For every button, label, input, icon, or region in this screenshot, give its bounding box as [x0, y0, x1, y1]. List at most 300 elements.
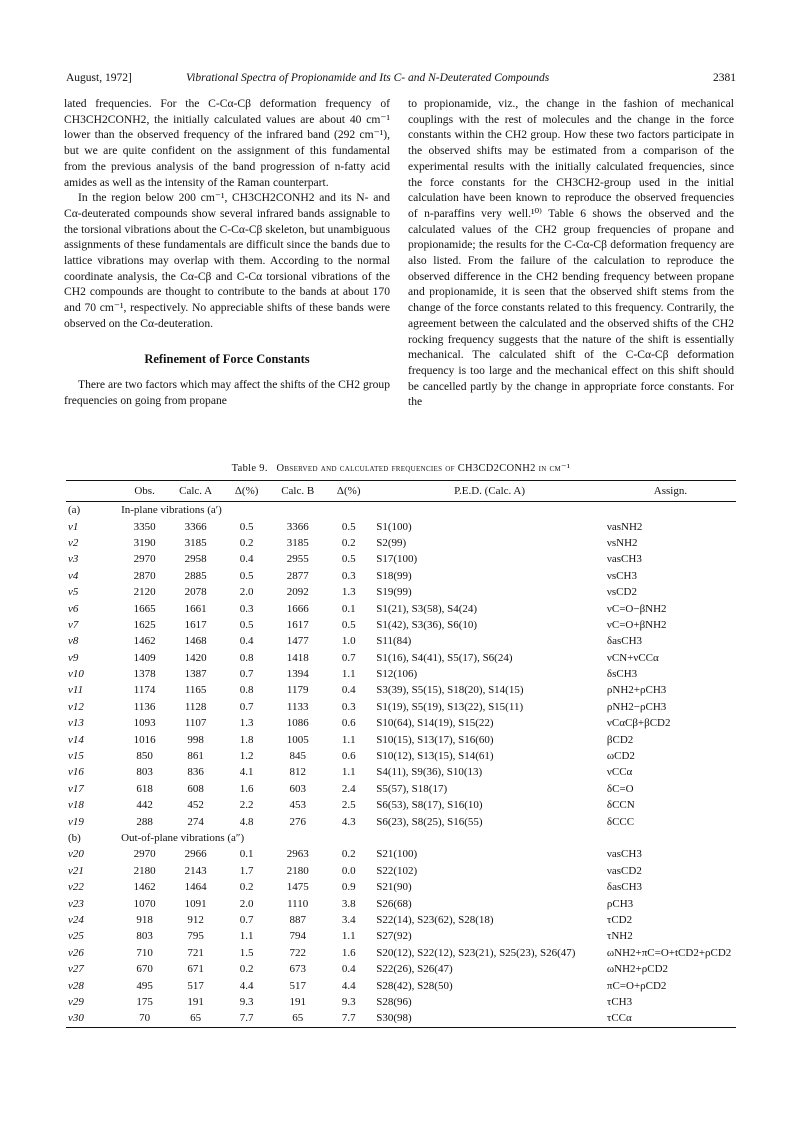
calc-b-value: 276	[289, 815, 306, 828]
assignment: νCN+νCCα	[606, 651, 659, 664]
table-row	[66, 764, 736, 780]
mode-symbol: ν23	[68, 897, 84, 910]
assignment: ωNH2+πC=O+tCD2+ρCD2	[606, 946, 732, 959]
calc-b-value: 2180	[286, 864, 309, 877]
assignment: δCCC	[606, 815, 635, 828]
calc-a-value: 1617	[184, 618, 207, 631]
assignment: τNH2	[606, 930, 633, 943]
delta-a-value: 0.4	[239, 635, 254, 648]
calc-b-value: 2877	[286, 569, 309, 582]
table-row	[66, 961, 736, 977]
obs-value: 3350	[133, 520, 156, 533]
calc-b-value: 1394	[286, 668, 309, 681]
assignment: δasCH3	[606, 881, 643, 894]
calc-b-value: 1475	[286, 881, 309, 894]
ped-value: S28(42), S28(50)	[376, 979, 453, 992]
delta-b-value: 4.4	[341, 979, 356, 992]
mode-symbol: ν4	[68, 569, 79, 582]
calc-a-value: 2143	[184, 864, 207, 877]
obs-value: 918	[136, 913, 153, 926]
ped-value: S19(99)	[376, 586, 412, 599]
calc-a-value: 861	[187, 750, 204, 763]
delta-b-value: 0.9	[341, 881, 356, 894]
delta-a-value: 0.2	[239, 536, 254, 549]
calc-b-value: 812	[289, 766, 306, 779]
mode-symbol: ν26	[68, 946, 84, 959]
assignment: βCD2	[606, 733, 634, 746]
delta-a-value: 7.7	[239, 1012, 254, 1025]
section-label: (b)	[68, 832, 81, 844]
calc-b-value: 673	[289, 963, 306, 976]
calc-b-value: 3185	[286, 536, 309, 549]
ped-value: S21(100)	[376, 848, 418, 861]
calc-a-value: 1420	[184, 651, 207, 664]
calc-a-value: 1387	[184, 668, 207, 681]
table-row	[66, 633, 736, 649]
delta-a-value: 0.2	[239, 881, 254, 894]
delta-a-value: 0.7	[239, 668, 254, 681]
mode-symbol: ν17	[68, 782, 84, 795]
header-title: Vibrational Spectra of Propionamide and Its C- and N-Deuterated Compounds	[186, 72, 550, 84]
assignment: νasCD2	[606, 864, 642, 877]
ped-value: S6(23), S8(25), S16(55)	[376, 815, 483, 828]
section-heading: Refinement of Force Constants	[144, 351, 310, 366]
calc-a-value: 1661	[184, 602, 207, 615]
calc-a-value: 2966	[184, 848, 207, 861]
header-cell: P.E.D. (Calc. A)	[454, 485, 526, 497]
header-cell: Δ(%)	[336, 485, 361, 497]
mode-symbol: ν19	[68, 815, 84, 828]
delta-a-value: 0.1	[239, 848, 254, 861]
table-row	[66, 682, 736, 698]
delta-b-value: 0.2	[341, 848, 356, 861]
mode-symbol: ν6	[68, 602, 79, 615]
ped-value: S12(106)	[376, 668, 418, 681]
mode-symbol: ν11	[68, 684, 84, 697]
ped-value: S6(53), S8(17), S16(10)	[376, 799, 483, 812]
delta-a-value: 0.5	[239, 569, 254, 582]
mode-symbol: ν10	[68, 668, 84, 681]
header-date: August, 1972]	[66, 72, 132, 84]
table-row	[66, 1010, 736, 1027]
assignment: τCCα	[606, 1012, 632, 1025]
assignment: ρCH3	[606, 897, 634, 910]
ped-value: S27(92)	[376, 930, 412, 943]
delta-b-value: 3.4	[341, 913, 356, 926]
calc-b-value: 1133	[286, 700, 309, 713]
delta-b-value: 9.3	[341, 995, 356, 1008]
ped-value: S10(12), S13(15), S14(61)	[376, 750, 494, 763]
table-row	[66, 568, 736, 584]
calc-b-value: 517	[289, 979, 306, 992]
mode-symbol: ν27	[68, 963, 84, 976]
right-paragraph-1: to propionamide, viz., the change in the fashion of mechanical couplings with the rest of molecules and the change in the force constants within the CH2 group. How these two factors participate in the observed shifts may be estimated from a comparison of the experimental results with the initially calculated frequencies, since the force constants for the CH3CH2-group used in the initial calculation have been known to reproduce the observed frequencies of n-paraffins very well.¹⁰⁾ Table 6 shows the observed and the calculated values of the CH2 group frequencies of propane and propionamide; the results for the C-Cα-Cβ deformation frequency are also listed. From the failure of the calculation to reproduce the observed difference in the CH2 bending frequency between propane and propionamide, it is seen that the observed shift stems from the change of the force constants related to this frequency. Contrarily, the agreement between the calculated and the observed shifts of the CH2 rocking frequency suggests that the nature of the shift is essentially mechanical. The calculated shift of the C-Cα-Cβ deformation frequency is too large and the mechanical effect on this shift should be cancelled partly by the change in appropriate force constants. For the	[408, 97, 734, 409]
obs-value: 1665	[133, 602, 156, 615]
ped-value: S26(68)	[376, 897, 412, 910]
assignment: νasCH3	[606, 848, 642, 861]
calc-b-value: 1617	[286, 618, 309, 631]
ped-value: S2(99)	[376, 536, 407, 549]
delta-b-value: 0.0	[341, 864, 356, 877]
table-row	[66, 600, 736, 616]
obs-value: 803	[136, 930, 153, 943]
table-caption-text: Observed and calculated frequencies of CH3CD2CONH2 in cm⁻¹	[276, 463, 571, 474]
table-row	[66, 945, 736, 961]
table-row	[66, 731, 736, 747]
obs-value: 1093	[133, 717, 156, 730]
mode-symbol: ν29	[68, 995, 84, 1008]
table-row	[66, 879, 736, 895]
mode-symbol: ν25	[68, 930, 84, 943]
obs-value: 2970	[133, 848, 156, 861]
table-row	[66, 650, 736, 666]
mode-symbol: ν22	[68, 881, 84, 894]
calc-a-value: 2078	[184, 586, 207, 599]
obs-value: 70	[139, 1012, 151, 1025]
running-header	[66, 72, 736, 88]
delta-a-value: 0.3	[239, 602, 254, 615]
calc-a-value: 1468	[184, 635, 207, 648]
delta-a-value: 0.5	[239, 618, 254, 631]
delta-a-value: 1.2	[239, 750, 254, 763]
assignment: νC=O+βNH2	[606, 618, 667, 631]
mode-symbol: ν28	[68, 979, 84, 992]
mode-symbol: ν18	[68, 799, 84, 812]
obs-value: 1136	[133, 700, 156, 713]
table-row	[66, 781, 736, 797]
assignment: νCαCβ+βCD2	[606, 717, 671, 730]
delta-b-value: 0.1	[341, 602, 356, 615]
assignment: νsCH3	[606, 569, 637, 582]
calc-a-value: 3366	[184, 520, 207, 533]
delta-b-value: 0.4	[341, 963, 356, 976]
obs-value: 2870	[133, 569, 156, 582]
delta-b-value: 0.6	[341, 717, 356, 730]
mode-symbol: ν3	[68, 553, 79, 566]
delta-b-value: 1.0	[341, 635, 356, 648]
delta-a-value: 4.4	[239, 979, 254, 992]
calc-a-value: 3185	[184, 536, 207, 549]
mode-symbol: ν21	[68, 864, 84, 877]
mode-symbol: ν12	[68, 700, 84, 713]
assignment: νsCD2	[606, 586, 637, 599]
ped-value: S5(57), S18(17)	[376, 782, 448, 795]
calc-b-value: 1179	[286, 684, 309, 697]
obs-value: 1070	[133, 897, 156, 910]
table-row	[66, 797, 736, 813]
calc-a-value: 1128	[184, 700, 207, 713]
table-caption	[66, 462, 736, 474]
section-label: (a)	[68, 504, 81, 517]
table-row	[66, 551, 736, 567]
table-row	[66, 535, 736, 551]
section-title: In-plane vibrations (a′)	[121, 504, 222, 517]
right-column	[408, 96, 734, 410]
assignment: ρNH2−ρCH3	[606, 700, 667, 713]
delta-a-value: 0.8	[239, 651, 254, 664]
mode-symbol: ν13	[68, 717, 84, 730]
delta-a-value: 1.6	[239, 782, 254, 795]
ped-value: S30(98)	[376, 1012, 412, 1025]
obs-value: 2180	[133, 864, 156, 877]
obs-value: 710	[136, 946, 153, 959]
mode-symbol: ν1	[68, 520, 79, 533]
ped-value: S11(84)	[376, 635, 412, 648]
obs-value: 495	[136, 979, 153, 992]
delta-b-value: 0.3	[341, 569, 356, 582]
calc-a-value: 452	[187, 799, 204, 812]
calc-b-value: 887	[289, 913, 306, 926]
calc-a-value: 1091	[184, 897, 207, 910]
calc-a-value: 912	[187, 913, 204, 926]
delta-a-value: 1.1	[239, 930, 254, 943]
calc-b-value: 2963	[286, 848, 309, 861]
delta-a-value: 0.2	[239, 963, 254, 976]
delta-a-value: 0.5	[239, 520, 254, 533]
delta-a-value: 1.5	[239, 946, 254, 959]
table-row	[66, 813, 736, 829]
delta-b-value: 0.2	[341, 536, 356, 549]
delta-b-value: 1.1	[341, 668, 356, 681]
header-cell: Δ(%)	[234, 485, 259, 497]
ped-value: S22(26), S26(47)	[376, 963, 453, 976]
section-row	[66, 830, 736, 846]
ped-value: S17(100)	[376, 553, 418, 566]
calc-a-value: 274	[187, 815, 204, 828]
calc-b-value: 1418	[286, 651, 309, 664]
calc-a-value: 1107	[184, 717, 207, 730]
calc-a-value: 1165	[184, 684, 207, 697]
calc-b-value: 1110	[287, 897, 309, 910]
ped-value: S10(15), S13(17), S16(60)	[376, 733, 494, 746]
ped-value: S22(14), S23(62), S28(18)	[376, 913, 494, 926]
ped-value: S1(21), S3(58), S4(24)	[376, 602, 478, 615]
ped-value: S28(96)	[376, 995, 412, 1008]
delta-a-value: 4.8	[239, 815, 254, 828]
table-header-row	[66, 481, 736, 502]
delta-b-value: 0.3	[341, 700, 356, 713]
assignment: τCD2	[606, 913, 633, 926]
obs-value: 288	[136, 815, 153, 828]
table-row	[66, 977, 736, 993]
ped-value: S1(19), S5(19), S13(22), S15(11)	[376, 700, 524, 713]
calc-b-value: 1005	[286, 733, 309, 746]
delta-b-value: 0.6	[341, 750, 356, 763]
mode-symbol: ν2	[68, 536, 79, 549]
obs-value: 1016	[133, 733, 156, 746]
delta-b-value: 1.1	[341, 766, 356, 779]
mode-symbol: ν20	[68, 848, 84, 861]
table-row	[66, 666, 736, 682]
ped-value: S3(39), S5(15), S18(20), S14(15)	[376, 684, 524, 697]
assignment: δasCH3	[606, 635, 643, 648]
obs-value: 1462	[133, 635, 156, 648]
header-cell: Calc. A	[179, 485, 213, 497]
table-body	[66, 502, 736, 1028]
obs-value: 670	[136, 963, 153, 976]
assignment: νsNH2	[606, 536, 638, 549]
ped-value: S18(99)	[376, 569, 412, 582]
calc-a-value: 836	[187, 766, 204, 779]
assignment: τCH3	[606, 995, 633, 1008]
left-paragraph-2: In the region below 200 cm⁻¹, CH3CH2CONH2 and its N- and Cα-deuterated compounds show several infrared bands assignable to the torsional vibrations about the C-Cα-Cβ skeleton, but unambiguous assignments of these fundamentals are difficult since the bands due to lattice vibrations may overlap with them. According to the normal coordinate analysis, the Cα-Cβ and C-Cα torsional vibrations of the CH2 compounds are thought to contribute to the bands at about 170 and 70 cm⁻¹, respectively. No appreciable shifts of these bands were observed on the Cα-deuteration.	[64, 191, 390, 330]
calc-a-value: 65	[190, 1012, 202, 1025]
delta-a-value: 0.4	[239, 553, 254, 566]
mode-symbol: ν16	[68, 766, 84, 779]
obs-value: 175	[136, 995, 153, 1008]
calc-b-value: 3366	[286, 520, 309, 533]
delta-a-value: 2.0	[239, 897, 254, 910]
table-row	[66, 699, 736, 715]
calc-b-value: 65	[292, 1012, 304, 1025]
obs-value: 442	[136, 799, 153, 812]
assignment: πC=O+ρCD2	[606, 979, 667, 992]
calc-a-value: 2958	[184, 553, 207, 566]
delta-a-value: 1.8	[239, 733, 254, 746]
table-row	[66, 912, 736, 928]
calc-a-value: 191	[187, 995, 204, 1008]
delta-a-value: 2.0	[239, 586, 254, 599]
ped-value: S20(12), S22(12), S23(21), S25(23), S26(47)	[376, 946, 576, 959]
mode-symbol: ν24	[68, 913, 84, 926]
calc-a-value: 2885	[184, 569, 207, 582]
obs-value: 1174	[133, 684, 156, 697]
left-column	[64, 96, 390, 409]
table-row	[66, 617, 736, 633]
header-cell: Calc. B	[281, 485, 315, 497]
calc-a-value: 795	[187, 930, 204, 943]
table-caption-label: Table 9.	[231, 463, 268, 474]
assignment: νasNH2	[606, 520, 643, 533]
obs-value: 3190	[133, 536, 156, 549]
obs-value: 1378	[133, 668, 156, 681]
header-cell: Obs.	[134, 485, 155, 497]
assignment: ωCD2	[606, 750, 635, 763]
assignment: νasCH3	[606, 553, 642, 566]
obs-value: 2120	[133, 586, 156, 599]
delta-b-value: 0.5	[341, 618, 356, 631]
calc-b-value: 1666	[286, 602, 309, 615]
assignment: δC=O	[606, 782, 634, 795]
obs-value: 2970	[133, 553, 156, 566]
table-row	[66, 584, 736, 600]
ped-value: S1(16), S4(41), S5(17), S6(24)	[376, 651, 513, 664]
delta-b-value: 1.6	[341, 946, 356, 959]
calc-a-value: 721	[187, 946, 204, 959]
obs-value: 850	[136, 750, 153, 763]
ped-value: S21(90)	[376, 881, 412, 894]
assignment: ρNH2+ρCH3	[606, 684, 667, 697]
table-row	[66, 863, 736, 879]
delta-b-value: 0.5	[341, 520, 356, 533]
section-row	[66, 502, 736, 519]
delta-a-value: 1.3	[239, 717, 254, 730]
calc-b-value: 453	[289, 799, 306, 812]
calc-b-value: 1477	[286, 635, 309, 648]
header-cell: Assign.	[653, 485, 688, 497]
ped-value: S1(100)	[376, 520, 412, 533]
calc-b-value: 2955	[286, 553, 309, 566]
ped-value: S10(64), S14(19), S15(22)	[376, 717, 494, 730]
header-cell	[66, 481, 119, 502]
delta-a-value: 0.7	[239, 913, 254, 926]
obs-value: 803	[136, 766, 153, 779]
assignment: νC=O−βNH2	[606, 602, 667, 615]
delta-a-value: 0.8	[239, 684, 254, 697]
obs-value: 618	[136, 782, 153, 795]
obs-value: 1625	[133, 618, 156, 631]
assignment: δCCN	[606, 799, 635, 812]
frequency-table	[66, 480, 736, 1028]
mode-symbol: ν14	[68, 733, 84, 746]
delta-b-value: 0.5	[341, 553, 356, 566]
section-title: Out-of-plane vibrations (a″)	[121, 832, 245, 844]
delta-b-value: 0.4	[341, 684, 356, 697]
mode-symbol: ν5	[68, 586, 79, 599]
delta-a-value: 1.7	[239, 864, 254, 877]
calc-a-value: 671	[187, 963, 204, 976]
delta-b-value: 1.1	[341, 930, 356, 943]
calc-a-value: 517	[187, 979, 204, 992]
calc-b-value: 603	[289, 782, 306, 795]
delta-b-value: 3.8	[341, 897, 356, 910]
delta-a-value: 4.1	[239, 766, 254, 779]
delta-a-value: 9.3	[239, 995, 254, 1008]
table-row	[66, 994, 736, 1010]
assignment: νCCα	[606, 766, 633, 779]
calc-b-value: 722	[289, 946, 306, 959]
delta-b-value: 2.4	[341, 782, 356, 795]
delta-a-value: 2.2	[239, 799, 254, 812]
delta-b-value: 2.5	[341, 799, 356, 812]
delta-b-value: 1.1	[341, 733, 356, 746]
assignment: δsCH3	[606, 668, 638, 681]
calc-b-value: 1086	[286, 717, 309, 730]
ped-value: S22(102)	[376, 864, 418, 877]
delta-b-value: 4.3	[341, 815, 356, 828]
mode-symbol: ν9	[68, 651, 79, 664]
mode-symbol: ν8	[68, 635, 79, 648]
mode-symbol: ν7	[68, 618, 79, 631]
calc-b-value: 794	[289, 930, 306, 943]
delta-a-value: 0.7	[239, 700, 254, 713]
table-row	[66, 518, 736, 534]
table-row	[66, 846, 736, 862]
table-row	[66, 895, 736, 911]
mode-symbol: ν30	[68, 1012, 84, 1025]
calc-a-value: 998	[187, 733, 204, 746]
assignment: ωNH2+ρCD2	[606, 963, 669, 976]
delta-b-value: 7.7	[341, 1012, 356, 1025]
calc-a-value: 1464	[184, 881, 207, 894]
mode-symbol: ν15	[68, 750, 84, 763]
calc-b-value: 845	[289, 750, 306, 763]
table-row	[66, 748, 736, 764]
page-number: 2381	[713, 72, 736, 84]
calc-a-value: 608	[187, 782, 204, 795]
table-row	[66, 928, 736, 944]
delta-b-value: 0.7	[341, 651, 356, 664]
left-paragraph-1: lated frequencies. For the C-Cα-Cβ deformation frequency of CH3CH2CONH2, the initially calculated values are about 40 cm⁻¹ lower than the observed frequency of the infrared band (292 cm⁻¹), but we are quite confident on the assignment of this fundamental from the previous analysis of the band progression of n-fatty acid amides as well as the intensity of the Raman counterpart.	[64, 97, 390, 189]
table-row	[66, 715, 736, 731]
left-paragraph-3: There are two factors which may affect the shifts of the CH2 group frequencies on going from propane	[64, 378, 390, 407]
calc-b-value: 191	[289, 995, 306, 1008]
obs-value: 1409	[133, 651, 156, 664]
ped-value: S1(42), S3(36), S6(10)	[376, 618, 478, 631]
calc-b-value: 2092	[286, 586, 309, 599]
delta-b-value: 1.3	[341, 586, 356, 599]
obs-value: 1462	[133, 881, 156, 894]
